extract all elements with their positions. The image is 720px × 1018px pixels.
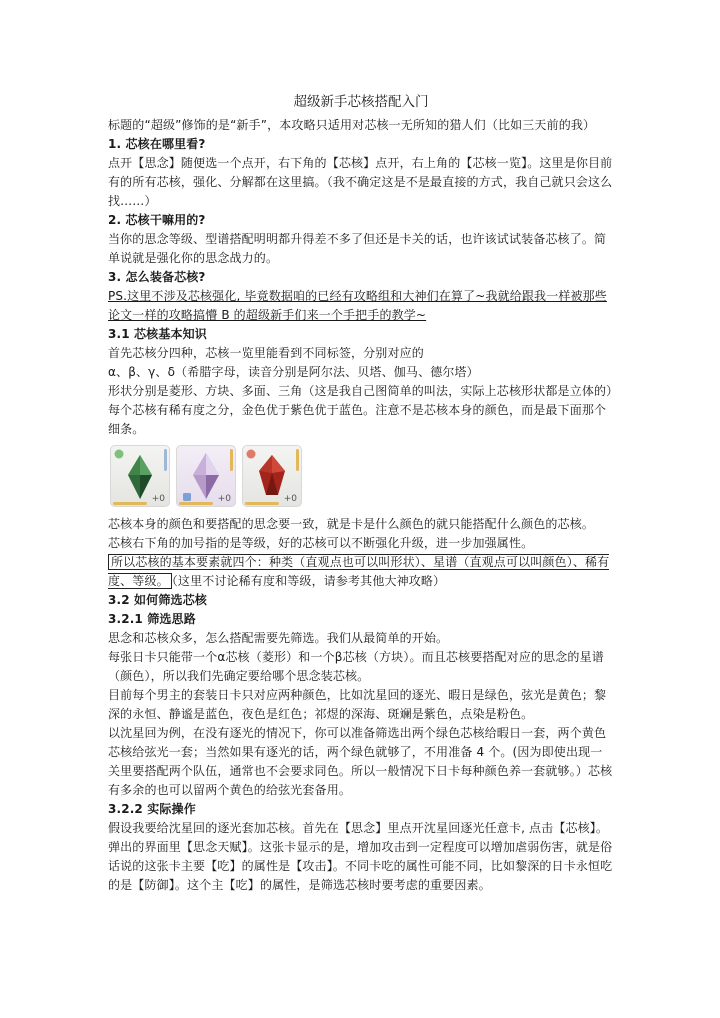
section-3-2-2-p1: 假设我要给沈星回的逐光套加芯核。首先在【思念】里点开沈星回逐光任意卡, 点击【芯核】。弹出的界面里【思念天赋】。这张卡显示的是，增加攻击到一定程度可以增加虐弱伤害，就是俗话说的这张卡主要【吃】的属性是【攻击】。不同卡吃的属性可能不同，比如黎深的日卡永恒吃的是【防御】。这个主【吃】的属性，是筛选芯核时要考虑的重要因素。 bbox=[108, 821, 613, 892]
rarity-bar bbox=[179, 502, 213, 505]
section-1-heading: 1. 芯核在哪里看? bbox=[108, 137, 206, 151]
document-page bbox=[108, 92, 619, 895]
section-3-2-2-heading: 3.2.2 实际操作 bbox=[108, 802, 196, 816]
section-3-1-p6: 芯核右下角的加号指的是等级，好的芯核可以不断强化升级，进一步加强属性。 bbox=[108, 536, 534, 550]
intro-paragraph: 标题的“超级”修饰的是“新手”，本攻略只适用对芯核一无所知的猎人们（比如三天前的我） bbox=[108, 118, 596, 132]
crystal-card-purple bbox=[176, 445, 236, 507]
crystal-level: +0 bbox=[217, 494, 231, 504]
crystal-examples bbox=[110, 445, 614, 509]
crystal-level: +0 bbox=[151, 494, 165, 504]
crystal-card-red bbox=[242, 445, 302, 507]
rarity-bar bbox=[113, 502, 147, 505]
section-3-1-p1: 首先芯核分四种，芯核一览里能看到不同标签，分别对应的 bbox=[108, 346, 424, 360]
section-1-body: 点开【思念】随便选一个点开，右下角的【芯核】点开，右上角的【芯核一览】。这里是你目前有的所有芯核，强化、分解都在这里搞。（我不确定这是不是最直接的方式，我自己就只会这么找……） bbox=[108, 156, 613, 208]
section-3-2-1-p2: 每张日卡只能带一个α芯核（菱形）和一个β芯核（方块）。而且芯核要搭配对应的思念的星谱（颜色），所以我们先确定要给哪个思念装芯核。 bbox=[108, 650, 604, 683]
section-3-1-p7 bbox=[108, 553, 614, 591]
section-3-heading: 3. 怎么装备芯核? bbox=[108, 270, 206, 284]
section-3-2-1-heading: 3.2.1 筛选思路 bbox=[108, 612, 196, 626]
crystal-card-green bbox=[110, 445, 170, 507]
section-3-1-p2: α、β、γ、δ（希腊字母，读音分别是阿尔法、贝塔、伽马、德尔塔） bbox=[108, 365, 479, 379]
section-3-2-1-p1: 思念和芯核众多，怎么搭配需要先筛选。我们从最简单的开始。 bbox=[108, 631, 449, 645]
section-3-ps-note: PS.这里不涉及芯核强化, 毕竟数据咱的已经有攻略组和大神们在算了~我就给跟我一样被那些论文一样的攻略搞懵 B 的超级新手们来一个手把手的教学~ bbox=[108, 289, 607, 322]
section-3-2-heading: 3.2 如何筛选芯核 bbox=[108, 593, 207, 607]
rarity-bar bbox=[245, 502, 279, 505]
section-2-body: 当你的思念等级、型谱搭配明明都升得差不多了但还是卡关的话，也许该试试装备芯核了。简单说就是强化你的思念战力的。 bbox=[108, 232, 607, 265]
document-title: 超级新手芯核搭配入门 bbox=[293, 94, 429, 110]
section-2-heading: 2. 芯核干嘛用的? bbox=[108, 213, 206, 227]
key-elements-box: 所以芯核的基本要素就四个：种类（直观点也可以叫形状）、星谱（直观点可以叫颜色）、稀有度、等级。 bbox=[108, 555, 610, 588]
section-3-1-p4: 每个芯核有稀有度之分，金色优于紫色优于蓝色。注意不是芯核本身的颜色，而是最下面那个细条。 bbox=[108, 403, 607, 436]
section-3-1-heading: 3.1 芯核基本知识 bbox=[108, 327, 207, 341]
section-3-1-p3: 形状分别是菱形、方块、多面、三角（这是我自己图简单的叫法，实际上芯核形状都是立体的） bbox=[108, 384, 619, 398]
key-elements-note: （这里不讨论稀有度和等级，请参考其他大神攻略） bbox=[171, 574, 446, 588]
section-3-2-1-p4: 以沈星回为例，在没有逐光的情况下，你可以准备筛选出两个绿色芯核给暇日一套，两个黄色芯核给弦光一套；当然如果有逐光的话，两个绿色就够了，不用准备 4 个。(因为即使出现一关里要搭配两个队伍，通常也不会要求同色。所以一般情况下日卡每种颜色养一套就够。）芯核有多余的也可以留两个黄色的给弦光套备用。 bbox=[108, 726, 613, 797]
crystal-level: +0 bbox=[283, 494, 297, 504]
section-3-2-1-p3: 目前每个男主的套装日卡只对应两种颜色，比如沈星回的逐光、暇日是绿色，弦光是黄色；黎深的永恒、静谧是蓝色，夜色是红色；祁煜的深海、斑斓是紫色，点染是粉色。 bbox=[108, 688, 607, 721]
section-3-1-p5: 芯核本身的颜色和要搭配的思念要一致，就是卡是什么颜色的就只能搭配什么颜色的芯核。 bbox=[108, 517, 595, 531]
